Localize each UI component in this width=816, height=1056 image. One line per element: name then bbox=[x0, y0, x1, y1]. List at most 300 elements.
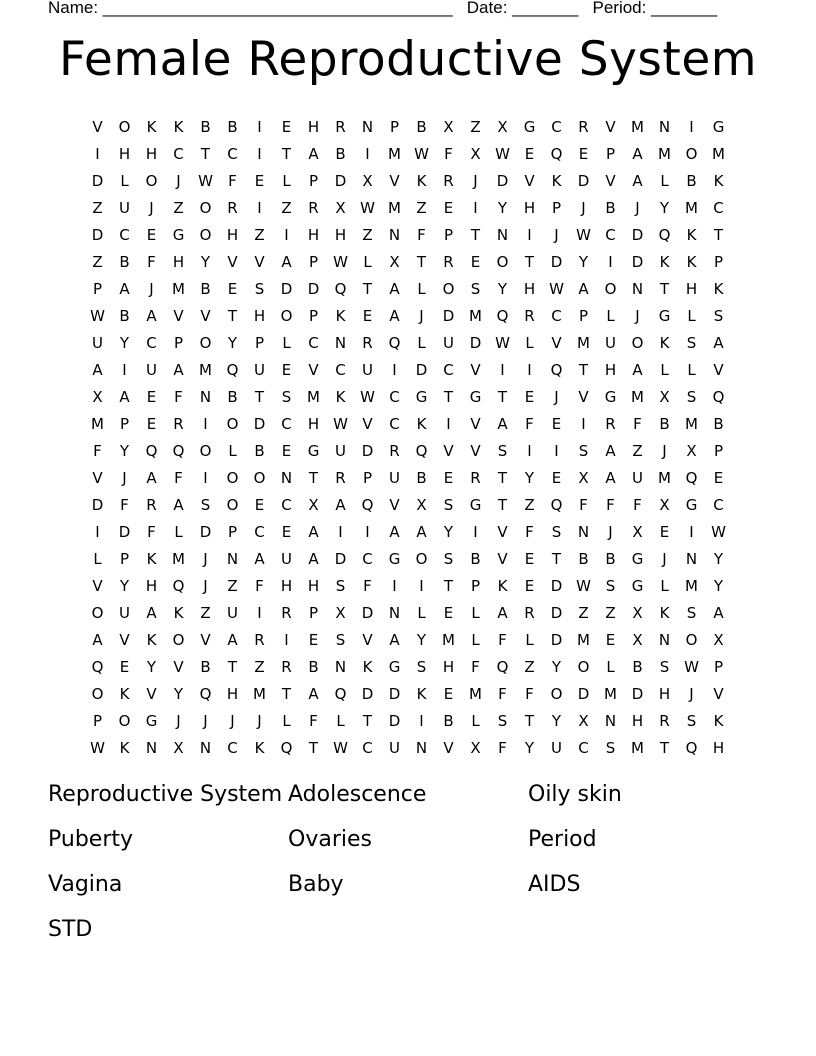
grid-letter: O bbox=[226, 414, 239, 433]
grid-letter: K bbox=[335, 387, 346, 406]
grid-row bbox=[84, 167, 732, 194]
grid-letter: Z bbox=[470, 117, 481, 136]
grid-letter: O bbox=[604, 279, 617, 298]
grid-letter: U bbox=[362, 360, 373, 379]
grid-letter: Z bbox=[524, 657, 535, 676]
grid-letter: B bbox=[632, 657, 643, 676]
grid-letter: C bbox=[335, 360, 346, 379]
grid-letter: P bbox=[173, 333, 184, 352]
grid-letter: A bbox=[308, 549, 319, 568]
grid-letter: H bbox=[685, 279, 698, 298]
grid-letter: X bbox=[470, 144, 481, 163]
grid-letter: N bbox=[199, 738, 212, 757]
grid-letter: Q bbox=[388, 333, 401, 352]
grid-letter: Z bbox=[254, 225, 265, 244]
grid-letter: Q bbox=[334, 279, 347, 298]
grid-row bbox=[84, 275, 732, 302]
grid-letter: Q bbox=[172, 441, 185, 460]
grid-letter: I bbox=[581, 414, 586, 433]
grid-row bbox=[84, 464, 732, 491]
grid-letter: N bbox=[388, 225, 401, 244]
grid-row bbox=[84, 653, 732, 680]
name-date-period-line: Name: _____________________________________ Date: _______ Period: _______ bbox=[48, 0, 718, 17]
grid-letter: D bbox=[199, 522, 212, 541]
grid-letter: X bbox=[443, 117, 454, 136]
grid-letter: L bbox=[687, 306, 696, 325]
grid-row bbox=[84, 302, 732, 329]
grid-letter: E bbox=[713, 468, 724, 487]
grid-letter: S bbox=[605, 738, 616, 757]
grid-letter: V bbox=[119, 630, 130, 649]
grid-letter: R bbox=[524, 306, 535, 325]
grid-letter: E bbox=[146, 387, 157, 406]
grid-letter: I bbox=[500, 360, 505, 379]
grid-letter: M bbox=[604, 684, 617, 703]
grid-row bbox=[84, 113, 732, 140]
grid-letter: M bbox=[685, 576, 698, 595]
grid-row bbox=[84, 626, 732, 653]
grid-letter: I bbox=[689, 117, 694, 136]
grid-letter: A bbox=[173, 360, 184, 379]
grid-letter: O bbox=[226, 495, 239, 514]
grid-letter: M bbox=[631, 387, 644, 406]
grid-letter: Y bbox=[578, 252, 589, 271]
grid-letter: Q bbox=[415, 441, 428, 460]
grid-letter: P bbox=[119, 549, 130, 568]
grid-letter: E bbox=[524, 387, 535, 406]
grid-letter: M bbox=[388, 144, 401, 163]
grid-letter: Z bbox=[92, 198, 103, 217]
grid-letter: P bbox=[92, 711, 103, 730]
grid-letter: F bbox=[633, 414, 642, 433]
grid-letter: V bbox=[362, 630, 373, 649]
grid-letter: F bbox=[525, 522, 534, 541]
grid-row bbox=[84, 599, 732, 626]
grid-letter: Z bbox=[254, 657, 265, 676]
grid-letter: Y bbox=[713, 549, 724, 568]
grid-letter: A bbox=[308, 144, 319, 163]
grid-letter: A bbox=[632, 144, 643, 163]
grid-letter: L bbox=[606, 657, 615, 676]
grid-letter: S bbox=[686, 387, 697, 406]
grid-letter: A bbox=[119, 387, 130, 406]
grid-letter: D bbox=[577, 684, 590, 703]
grid-letter: X bbox=[659, 387, 670, 406]
word-list-item: AIDS bbox=[528, 872, 581, 897]
grid-letter: E bbox=[119, 657, 130, 676]
grid-letter: P bbox=[713, 252, 724, 271]
grid-letter: V bbox=[605, 171, 616, 190]
grid-letter: A bbox=[389, 630, 400, 649]
grid-letter: F bbox=[525, 414, 534, 433]
grid-letter: O bbox=[172, 630, 185, 649]
grid-letter: D bbox=[496, 171, 509, 190]
grid-letter: L bbox=[228, 441, 237, 460]
grid-letter: R bbox=[578, 117, 589, 136]
grid-letter: K bbox=[659, 333, 670, 352]
grid-letter: V bbox=[308, 360, 319, 379]
grid-letter: R bbox=[362, 333, 373, 352]
grid-letter: N bbox=[199, 387, 212, 406]
grid-letter: O bbox=[118, 117, 131, 136]
grid-letter: V bbox=[470, 414, 481, 433]
grid-letter: N bbox=[658, 630, 671, 649]
word-list-item: Oily skin bbox=[528, 782, 622, 807]
grid-letter: W bbox=[414, 144, 429, 163]
grid-letter: G bbox=[604, 387, 617, 406]
grid-letter: G bbox=[712, 117, 725, 136]
grid-letter: Y bbox=[119, 441, 130, 460]
grid-letter: V bbox=[389, 171, 400, 190]
grid-letter: D bbox=[442, 306, 455, 325]
grid-letter: E bbox=[551, 468, 562, 487]
grid-letter: O bbox=[685, 144, 698, 163]
grid-row bbox=[84, 572, 732, 599]
grid-letter: W bbox=[360, 387, 375, 406]
grid-letter: E bbox=[578, 144, 589, 163]
grid-letter: T bbox=[254, 387, 265, 406]
grid-letter: N bbox=[415, 738, 428, 757]
grid-letter: J bbox=[635, 198, 640, 217]
grid-letter: W bbox=[90, 738, 105, 757]
grid-letter: M bbox=[631, 117, 644, 136]
grid-letter: D bbox=[577, 171, 590, 190]
grid-letter: L bbox=[471, 711, 480, 730]
grid-letter: J bbox=[176, 711, 181, 730]
grid-letter: V bbox=[173, 657, 184, 676]
grid-letter: O bbox=[685, 630, 698, 649]
grid-letter: S bbox=[443, 495, 454, 514]
grid-row bbox=[84, 707, 732, 734]
grid-letter: K bbox=[497, 576, 508, 595]
grid-letter: M bbox=[172, 549, 185, 568]
grid-letter: N bbox=[577, 522, 590, 541]
grid-letter: M bbox=[631, 738, 644, 757]
grid-letter: N bbox=[334, 333, 347, 352]
grid-letter: V bbox=[92, 117, 103, 136]
grid-letter: P bbox=[308, 306, 319, 325]
grid-letter: B bbox=[416, 117, 427, 136]
grid-letter: D bbox=[91, 225, 104, 244]
grid-letter: P bbox=[443, 225, 454, 244]
grid-letter: J bbox=[473, 171, 478, 190]
grid-letter: L bbox=[417, 279, 426, 298]
grid-letter: J bbox=[689, 684, 694, 703]
grid-letter: D bbox=[631, 225, 644, 244]
grid-letter: T bbox=[281, 684, 292, 703]
grid-letter: Q bbox=[361, 495, 374, 514]
grid-letter: W bbox=[576, 225, 591, 244]
grid-letter: R bbox=[389, 441, 400, 460]
grid-row bbox=[84, 329, 732, 356]
grid-letter: L bbox=[606, 306, 615, 325]
grid-letter: O bbox=[415, 549, 428, 568]
grid-letter: I bbox=[554, 441, 559, 460]
grid-letter: A bbox=[578, 279, 589, 298]
grid-letter: H bbox=[658, 684, 671, 703]
grid-letter: N bbox=[604, 711, 617, 730]
grid-letter: S bbox=[416, 657, 427, 676]
grid-letter: G bbox=[685, 495, 698, 514]
grid-letter: Y bbox=[713, 576, 724, 595]
grid-letter: F bbox=[444, 144, 453, 163]
grid-letter: C bbox=[389, 414, 400, 433]
grid-letter: A bbox=[335, 495, 346, 514]
grid-letter: H bbox=[226, 225, 239, 244]
grid-letter: L bbox=[363, 252, 372, 271]
grid-letter: Q bbox=[685, 738, 698, 757]
grid-letter: V bbox=[713, 684, 724, 703]
grid-letter: B bbox=[605, 198, 616, 217]
grid-letter: K bbox=[119, 738, 130, 757]
grid-letter: L bbox=[660, 576, 669, 595]
grid-letter: T bbox=[713, 225, 724, 244]
grid-letter: S bbox=[551, 522, 562, 541]
word-list-item: Baby bbox=[288, 872, 344, 897]
grid-letter: Z bbox=[524, 495, 535, 514]
grid-letter: E bbox=[551, 414, 562, 433]
grid-letter: K bbox=[416, 171, 427, 190]
grid-letter: W bbox=[90, 306, 105, 325]
grid-letter: V bbox=[497, 549, 508, 568]
grid-letter: A bbox=[632, 171, 643, 190]
grid-letter: X bbox=[308, 495, 319, 514]
grid-letter: F bbox=[174, 387, 183, 406]
grid-letter: Y bbox=[119, 576, 130, 595]
grid-letter: F bbox=[120, 495, 129, 514]
grid-letter: A bbox=[632, 360, 643, 379]
grid-letter: K bbox=[551, 171, 562, 190]
grid-letter: J bbox=[149, 198, 154, 217]
grid-letter: Y bbox=[173, 684, 184, 703]
grid-letter: S bbox=[497, 441, 508, 460]
grid-letter: P bbox=[578, 306, 589, 325]
grid-letter: W bbox=[576, 576, 591, 595]
grid-letter: H bbox=[307, 225, 320, 244]
grid-letter: L bbox=[120, 171, 129, 190]
grid-letter: H bbox=[145, 576, 158, 595]
grid-letter: C bbox=[578, 738, 589, 757]
grid-letter: A bbox=[605, 468, 616, 487]
grid-letter: B bbox=[200, 279, 211, 298]
grid-letter: O bbox=[631, 333, 644, 352]
grid-letter: I bbox=[365, 144, 370, 163]
grid-letter: I bbox=[365, 522, 370, 541]
grid-letter: T bbox=[470, 225, 481, 244]
grid-letter: T bbox=[281, 144, 292, 163]
grid-letter: J bbox=[176, 171, 181, 190]
grid-letter: C bbox=[713, 495, 724, 514]
grid-letter: A bbox=[146, 468, 157, 487]
grid-letter: U bbox=[146, 360, 157, 379]
grid-letter: P bbox=[389, 117, 400, 136]
grid-letter: J bbox=[203, 711, 208, 730]
grid-letter: R bbox=[254, 630, 265, 649]
grid-letter: X bbox=[659, 495, 670, 514]
grid-letter: H bbox=[334, 225, 347, 244]
grid-letter: I bbox=[257, 198, 262, 217]
grid-letter: L bbox=[525, 630, 534, 649]
word-list-item: Vagina bbox=[48, 872, 123, 897]
grid-letter: W bbox=[333, 252, 348, 271]
grid-letter: D bbox=[631, 684, 644, 703]
grid-letter: C bbox=[443, 360, 454, 379]
grid-letter: K bbox=[146, 117, 157, 136]
grid-letter: E bbox=[254, 171, 265, 190]
grid-letter: O bbox=[118, 711, 131, 730]
grid-letter: O bbox=[91, 684, 104, 703]
grid-letter: X bbox=[470, 738, 481, 757]
grid-letter: Z bbox=[416, 198, 427, 217]
grid-letter: I bbox=[527, 360, 532, 379]
grid-letter: L bbox=[417, 603, 426, 622]
grid-letter: A bbox=[254, 549, 265, 568]
grid-letter: T bbox=[443, 387, 454, 406]
word-list bbox=[48, 776, 768, 956]
grid-letter: X bbox=[632, 522, 643, 541]
grid-letter: N bbox=[658, 117, 671, 136]
grid-letter: X bbox=[578, 468, 589, 487]
grid-letter: Z bbox=[578, 603, 589, 622]
grid-letter: I bbox=[284, 630, 289, 649]
grid-letter: R bbox=[443, 252, 454, 271]
grid-letter: H bbox=[307, 414, 320, 433]
grid-letter: V bbox=[389, 495, 400, 514]
grid-letter: T bbox=[227, 306, 238, 325]
grid-letter: K bbox=[659, 252, 670, 271]
grid-letter: V bbox=[227, 252, 238, 271]
grid-row bbox=[84, 680, 732, 707]
grid-letter: L bbox=[660, 360, 669, 379]
grid-letter: S bbox=[578, 441, 589, 460]
grid-letter: J bbox=[419, 306, 424, 325]
grid-letter: V bbox=[200, 630, 211, 649]
grid-letter: R bbox=[470, 468, 481, 487]
word-list-item: Period bbox=[528, 827, 597, 852]
grid-letter: I bbox=[203, 468, 208, 487]
grid-letter: F bbox=[147, 522, 156, 541]
grid-letter: P bbox=[470, 576, 481, 595]
grid-letter: O bbox=[496, 252, 509, 271]
grid-letter: I bbox=[446, 414, 451, 433]
word-list-item: Puberty bbox=[48, 827, 134, 852]
grid-letter: X bbox=[92, 387, 103, 406]
grid-letter: M bbox=[469, 306, 482, 325]
grid-row bbox=[84, 248, 732, 275]
grid-letter: U bbox=[389, 468, 400, 487]
grid-letter: G bbox=[658, 306, 671, 325]
grid-letter: R bbox=[146, 495, 157, 514]
grid-letter: B bbox=[119, 252, 130, 271]
grid-letter: C bbox=[173, 144, 184, 163]
grid-letter: Y bbox=[497, 279, 508, 298]
word-list-item: Reproductive System bbox=[48, 782, 283, 807]
word-list-item: STD bbox=[48, 917, 93, 942]
grid-letter: M bbox=[658, 144, 671, 163]
grid-letter: M bbox=[307, 387, 320, 406]
grid-letter: N bbox=[361, 117, 374, 136]
grid-letter: S bbox=[335, 630, 346, 649]
grid-letter: H bbox=[442, 657, 455, 676]
grid-letter: G bbox=[172, 225, 185, 244]
grid-letter: V bbox=[470, 360, 481, 379]
grid-letter: U bbox=[254, 360, 265, 379]
grid-letter: Y bbox=[200, 252, 211, 271]
grid-letter: B bbox=[119, 306, 130, 325]
grid-letter: B bbox=[659, 414, 670, 433]
grid-letter: K bbox=[335, 306, 346, 325]
grid-letter: C bbox=[119, 225, 130, 244]
grid-letter: U bbox=[281, 549, 292, 568]
grid-letter: Z bbox=[281, 198, 292, 217]
grid-letter: R bbox=[173, 414, 184, 433]
grid-letter: Z bbox=[362, 225, 373, 244]
grid-letter: K bbox=[173, 603, 184, 622]
grid-letter: C bbox=[281, 495, 292, 514]
grid-letter: Z bbox=[632, 441, 643, 460]
grid-letter: M bbox=[388, 198, 401, 217]
grid-letter: P bbox=[119, 414, 130, 433]
grid-letter: E bbox=[308, 630, 319, 649]
grid-letter: F bbox=[417, 225, 426, 244]
grid-letter: L bbox=[282, 711, 291, 730]
grid-letter: S bbox=[335, 576, 346, 595]
grid-letter: Q bbox=[280, 738, 293, 757]
grid-letter: D bbox=[631, 252, 644, 271]
grid-letter: E bbox=[524, 549, 535, 568]
grid-letter: N bbox=[496, 225, 509, 244]
grid-letter: F bbox=[498, 684, 507, 703]
grid-letter: F bbox=[93, 441, 102, 460]
grid-letter: D bbox=[91, 495, 104, 514]
grid-letter: H bbox=[172, 252, 185, 271]
grid-letter: Q bbox=[550, 360, 563, 379]
grid-letter: J bbox=[581, 198, 586, 217]
grid-letter: G bbox=[388, 657, 401, 676]
word-list-item: Adolescence bbox=[288, 782, 427, 807]
grid-letter: U bbox=[443, 333, 454, 352]
grid-letter: D bbox=[334, 171, 347, 190]
grid-letter: P bbox=[308, 252, 319, 271]
grid-letter: C bbox=[227, 144, 238, 163]
grid-letter: A bbox=[146, 603, 157, 622]
grid-letter: T bbox=[362, 711, 373, 730]
grid-letter: X bbox=[335, 603, 346, 622]
grid-letter: V bbox=[713, 360, 724, 379]
grid-row bbox=[84, 491, 732, 518]
grid-letter: R bbox=[605, 414, 616, 433]
grid-letter: S bbox=[254, 279, 265, 298]
grid-letter: O bbox=[199, 225, 212, 244]
grid-letter: M bbox=[712, 144, 725, 163]
grid-letter: V bbox=[605, 117, 616, 136]
grid-letter: X bbox=[686, 441, 697, 460]
grid-letter: W bbox=[360, 198, 375, 217]
grid-letter: Q bbox=[496, 306, 509, 325]
grid-letter: M bbox=[577, 333, 590, 352]
word-search-grid bbox=[84, 113, 732, 761]
grid-letter: Z bbox=[227, 576, 238, 595]
grid-letter: R bbox=[335, 117, 346, 136]
grid-letter: G bbox=[307, 441, 320, 460]
grid-letter: H bbox=[253, 306, 266, 325]
grid-letter: B bbox=[335, 144, 346, 163]
grid-letter: Q bbox=[496, 657, 509, 676]
grid-letter: J bbox=[257, 711, 262, 730]
grid-letter: J bbox=[122, 468, 127, 487]
grid-letter: M bbox=[685, 414, 698, 433]
grid-letter: S bbox=[281, 387, 292, 406]
